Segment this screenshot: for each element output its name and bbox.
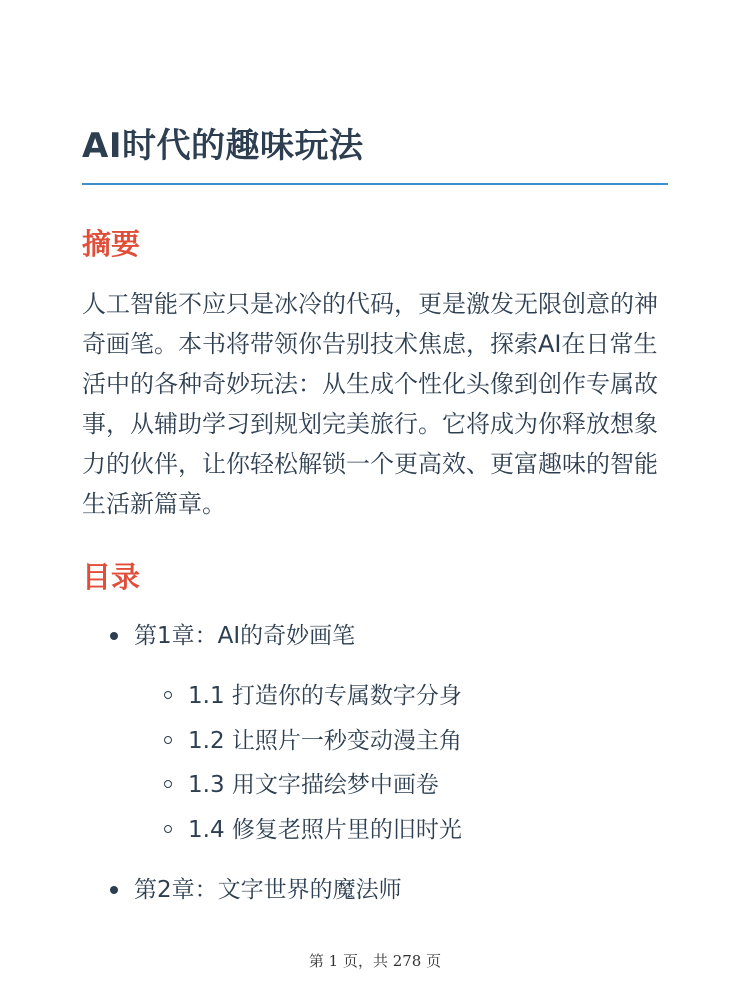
abstract-text: 人工智能不应只是冰冷的代码，更是激发无限创意的神奇画笔。本书将带领你告别技术焦虑，探索AI在日常生活中的各种奇妙玩法：从生成个性化头像到创作专属故事，从辅助学习到规划完美旅行。它将成为你释放想象力的伙伴，让你轻松解锁一个更高效、更富趣味的智能生活新篇章。 (82, 290, 658, 518)
title-divider (82, 183, 668, 185)
toc-chapter-2 (82, 870, 668, 910)
chapter-title: 第1章：AI的奇妙画笔 (134, 623, 356, 649)
toc-section (134, 719, 668, 764)
toc-heading: 目录 (82, 560, 141, 594)
circle-bullet-icon (164, 691, 172, 699)
toc-section (134, 808, 668, 853)
page-number: 第 1 页，共 278 页 (308, 952, 442, 970)
chapter-title: 第2章：文字世界的魔法师 (134, 877, 402, 903)
chapter-1-sections (134, 674, 668, 852)
section-title: 1.3 用文字描绘梦中画卷 (188, 772, 439, 798)
section-title: 1.4 修复老照片里的旧时光 (188, 816, 462, 843)
section-title: 1.1 打造你的专属数字分身 (188, 683, 462, 709)
document-title: AI时代的趣味玩法 (82, 126, 364, 166)
circle-bullet-icon (164, 780, 172, 788)
circle-bullet-icon (164, 736, 172, 744)
abstract-heading: 摘要 (82, 227, 141, 261)
circle-bullet-icon (164, 825, 172, 833)
table-of-contents (82, 616, 668, 910)
section-title: 1.2 让照片一秒变动漫主角 (188, 727, 462, 754)
bullet-icon (110, 632, 118, 640)
bullet-icon (110, 886, 118, 894)
toc-section (134, 763, 668, 808)
toc-chapter-1 (82, 616, 668, 852)
toc-section (134, 674, 668, 719)
